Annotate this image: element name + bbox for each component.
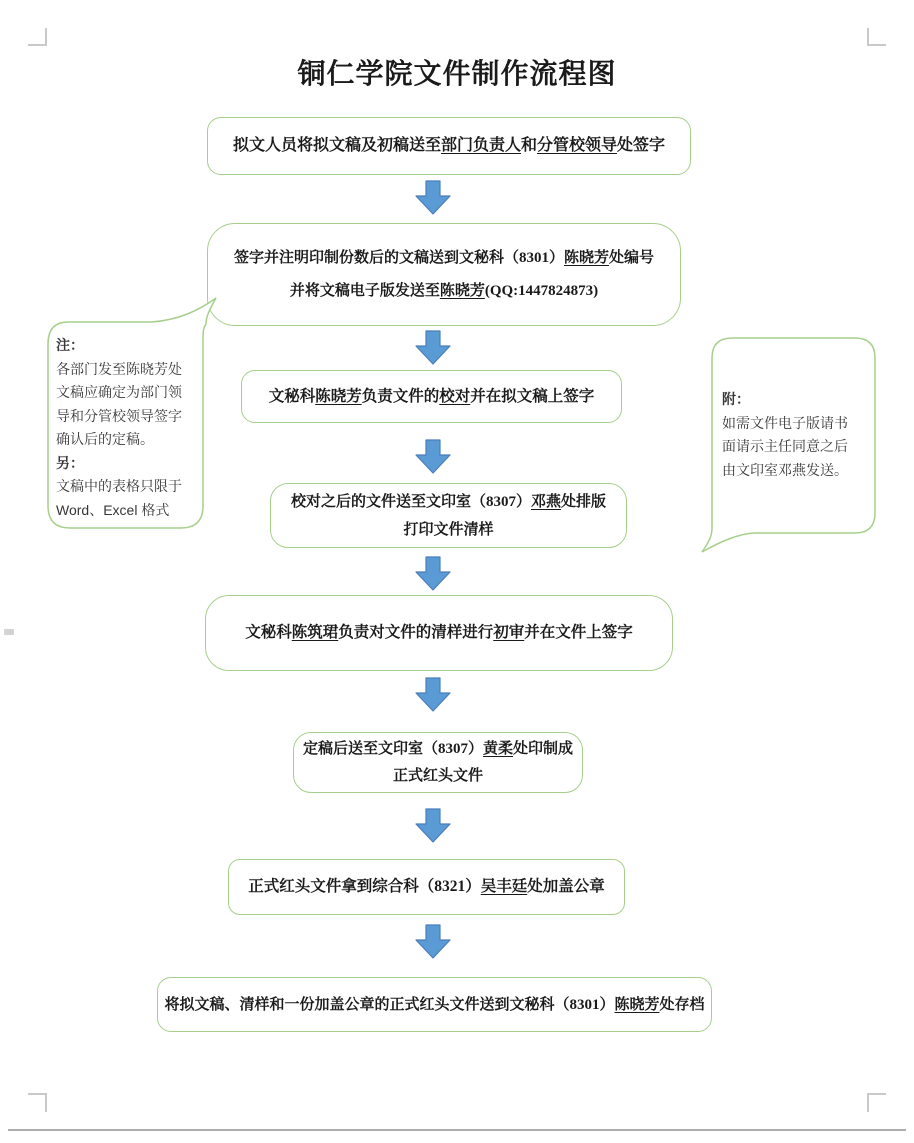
- text-line: 各部门发至陈晓芳处: [56, 360, 182, 377]
- flow-step-text: [233, 131, 665, 161]
- text-line: 拟文人员将拟文稿及初稿送至部门负责人和分管校领导处签字: [232, 137, 666, 154]
- flow-step-text: [234, 242, 654, 308]
- margin-crop-mark-bottom-right: [867, 1093, 886, 1112]
- flow-step-proofread: [241, 370, 622, 423]
- flow-step-text: [164, 990, 704, 1020]
- down-arrow-icon: [415, 924, 451, 959]
- flow-step-numbering: [207, 223, 681, 326]
- margin-crop-mark-top-left: [28, 28, 47, 46]
- text-line: 另：: [56, 454, 84, 471]
- down-arrow-icon: [415, 439, 451, 474]
- note-left-text: [56, 334, 206, 522]
- text-line: 面请示主任同意之后: [722, 438, 848, 454]
- flow-step-text: [303, 736, 573, 790]
- flow-step-draft-signature: [207, 117, 691, 175]
- text-line: 签字并注明印制份数后的文稿送到文秘科（8301）陈晓芳处编号: [233, 249, 655, 266]
- text-line: 附：: [722, 391, 750, 407]
- down-arrow-icon: [415, 808, 451, 843]
- flow-step-text: [291, 488, 606, 544]
- flow-step-text: [269, 382, 595, 412]
- down-arrow-icon: [415, 677, 451, 712]
- flow-step-stamp-seal: [228, 859, 625, 915]
- flow-step-text: [248, 872, 605, 902]
- note-right-text: [722, 388, 877, 482]
- text-line: Word、Excel 格式: [56, 501, 170, 518]
- flow-step-text: [245, 618, 633, 648]
- flow-step-archive: [157, 977, 712, 1032]
- text-line: 导和分管校领导签字: [56, 407, 182, 424]
- text-line: 确认后的定稿。: [56, 431, 154, 447]
- text-line: 由文印室邓燕发送。: [722, 461, 848, 478]
- down-arrow-icon: [415, 330, 451, 365]
- text-line: 文稿应确定为部门领: [56, 384, 182, 400]
- text-line: 打印文件清样: [403, 521, 494, 538]
- note-callout-right: [692, 330, 887, 565]
- text-line: 校对之后的文件送至文印室（8307）邓燕处排版: [290, 493, 607, 510]
- text-line: 将拟文稿、清样和一份加盖公章的正式红头文件送到文秘科（8301）陈晓芳处存档: [164, 996, 705, 1013]
- flow-step-first-review: [205, 595, 673, 671]
- text-line: 并将文稿电子版发送至陈晓芳(QQ:1447824873): [289, 282, 599, 299]
- down-arrow-icon: [415, 180, 451, 215]
- text-line: 正式红头文件: [392, 767, 483, 784]
- text-line: 注：: [56, 337, 84, 353]
- page-title: 铜仁学院文件制作流程图: [297, 59, 617, 90]
- down-arrow-icon: [415, 556, 451, 591]
- page-boundary-line: [8, 1129, 906, 1131]
- text-line: 文稿中的表格只限于: [56, 478, 182, 494]
- text-line: 如需文件电子版请书: [722, 414, 848, 431]
- text-line: 文秘科陈晓芳负责文件的校对并在拟文稿上签字: [268, 387, 595, 405]
- text-line: 文秘科陈筑珺负责对文件的清样进行初审并在文件上签字: [245, 624, 633, 641]
- page-edge-artifact: [4, 629, 14, 635]
- text-line: 正式红头文件拿到综合科（8321）吴丰廷处加盖公章: [248, 878, 605, 895]
- flow-step-typeset: [270, 483, 627, 548]
- text-line: 定稿后送至文印室（8307）黄柔处印制成: [302, 740, 574, 757]
- note-callout-left: [40, 290, 220, 540]
- flow-step-print-official: [293, 732, 583, 793]
- margin-crop-mark-top-right: [867, 28, 886, 46]
- margin-crop-mark-bottom-left: [28, 1093, 47, 1112]
